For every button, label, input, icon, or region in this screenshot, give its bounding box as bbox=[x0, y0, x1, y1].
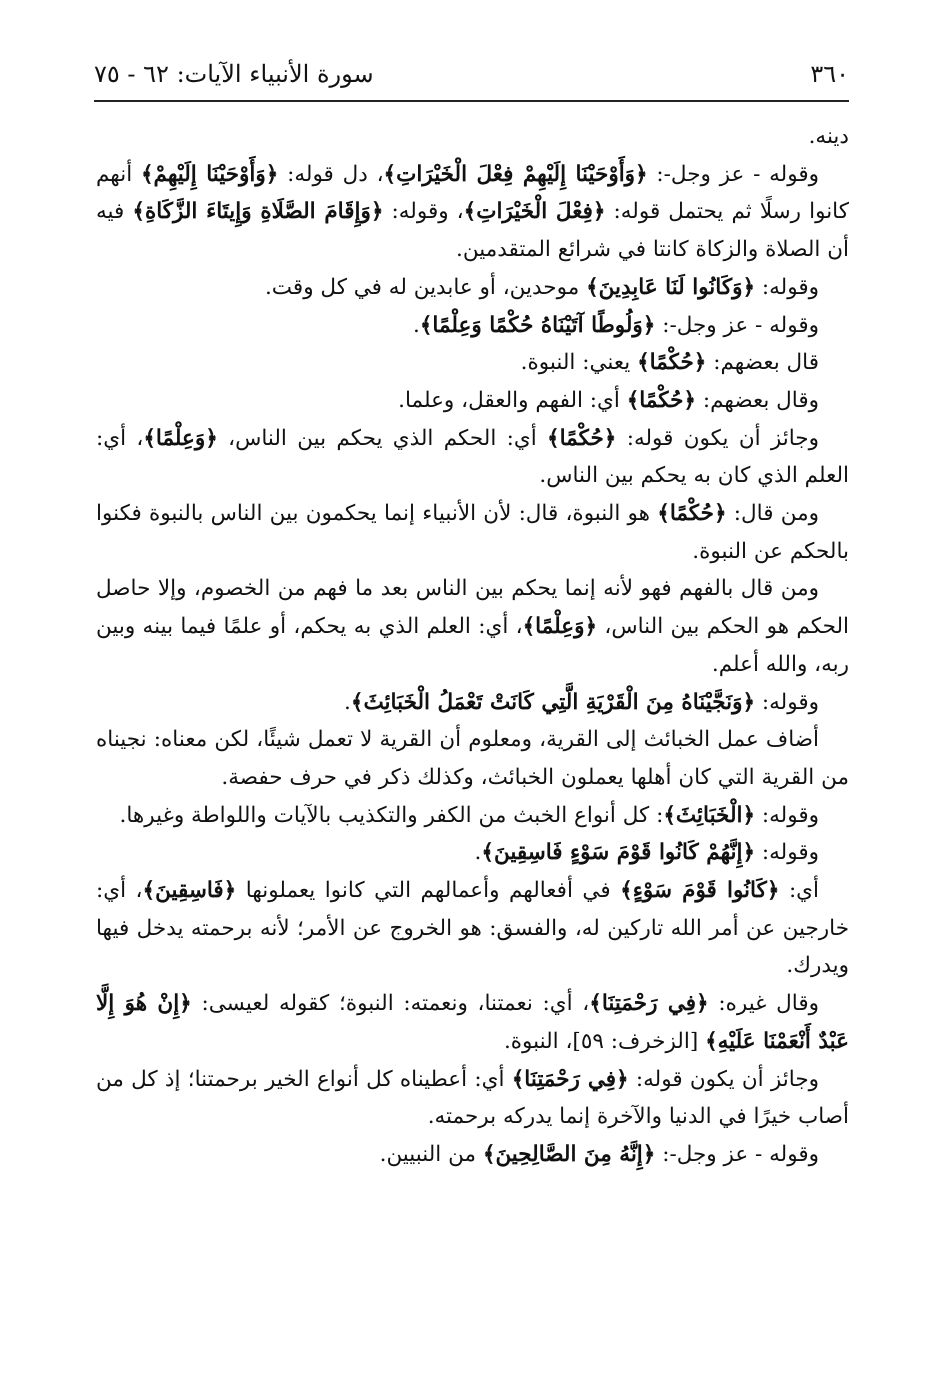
text-segment: وقوله: bbox=[755, 802, 819, 828]
text-segment: وقوله: bbox=[755, 274, 819, 300]
quran-quote: ﴿وَعِلْمًا﴾ bbox=[143, 425, 218, 451]
text-segment: : كل أنواع الخبث من الكفر والتكذيب بالآيات واللواطة وغيرها. bbox=[119, 802, 664, 828]
paragraph bbox=[96, 985, 849, 1060]
text-segment: وقوله: bbox=[755, 689, 819, 715]
text-segment: من النبيين. bbox=[379, 1141, 483, 1167]
text-segment: وقوله: bbox=[755, 840, 819, 866]
text-segment: ومن قال بالفهم فهو لأنه إنما يحكم بين الناس بعد ما فهم من الخصوم، وإلا حاصل الحكم هو الحكم بين الناس، bbox=[96, 576, 849, 640]
text-segment: هو النبوة، قال: لأن الأنبياء إنما يحكمون بين الناس بالنبوة فكنوا بالحكم عن النبوة. bbox=[96, 501, 849, 564]
text-segment: وقال بعضهم: bbox=[696, 387, 819, 413]
quran-quote: ﴿وَإِقَامَ الصَّلَاةِ وَإِيتَاءَ الزَّكَاةِ﴾ bbox=[132, 199, 384, 225]
paragraph bbox=[96, 872, 849, 985]
quran-quote: ﴿إِنْ هُوَ إِلَّا عَبْدٌ أَنْعَمْنَا عَلَيْهِ﴾ bbox=[96, 991, 849, 1054]
text-segment: ، أي: العلم الذي كان به يحكم بين الناس. bbox=[96, 425, 849, 489]
paragraph bbox=[96, 797, 849, 835]
paragraph bbox=[96, 1136, 849, 1174]
paragraph bbox=[96, 307, 849, 345]
quran-quote: ﴿وَأَوْحَيْنَا إِلَيْهِمْ فِعْلَ الْخَيْرَاتِ﴾ bbox=[383, 161, 648, 187]
quran-quote: ﴿فِي رَحْمَتِنَا﴾ bbox=[589, 991, 709, 1017]
quran-quote: ﴿وَكَانُوا لَنَا عَابِدِينَ﴾ bbox=[586, 274, 756, 300]
text-segment: ومن قال: bbox=[726, 501, 819, 527]
text-segment: وقوله - عز وجل-: bbox=[655, 1141, 819, 1167]
text-segment: دينه. bbox=[808, 124, 849, 149]
paragraph bbox=[96, 420, 849, 495]
quran-quote: ﴿الْخَبَائِثَ﴾ bbox=[663, 802, 756, 828]
text-segment: ، وقوله: bbox=[383, 199, 464, 225]
text-segment: أنهم كانوا رسلًا ثم يحتمل قوله: bbox=[96, 161, 849, 225]
paragraph bbox=[96, 344, 849, 382]
paragraph bbox=[96, 118, 849, 156]
quran-quote: ﴿إِنَّهُ مِنَ الصَّالِحِينَ﴾ bbox=[482, 1141, 656, 1167]
text-segment: أي: أعطيناه كل أنواع الخير برحمتنا؛ إذ كل من أصاب خيرًا في الدنيا والآخرة إنما يدركه برحمته. bbox=[96, 1066, 849, 1130]
text-segment: وقوله - عز وجل-: bbox=[647, 161, 819, 187]
text-segment: [الزخرف: ٥٩]، النبوة. bbox=[503, 1028, 706, 1054]
quran-quote: ﴿إِنَّهُمْ كَانُوا قَوْمَ سَوْءٍ فَاسِقِينَ﴾ bbox=[481, 840, 756, 866]
quran-quote: ﴿وَلُوطًا آتَيْنَاهُ حُكْمًا وَعِلْمًا﴾ bbox=[419, 312, 656, 338]
paragraph bbox=[96, 570, 849, 683]
quran-quote: ﴿حُكْمًا﴾ bbox=[657, 501, 727, 527]
running-title: سورة الأنبياء الآيات: ٦٢ - ٧٥ bbox=[94, 60, 374, 88]
text-segment: أي: الفهم والعقل، وعلما. bbox=[398, 387, 627, 413]
page-header bbox=[94, 60, 849, 96]
text-segment: وجائز أن يكون قوله: bbox=[628, 1066, 819, 1092]
quran-quote: ﴿فَاسِقِينَ﴾ bbox=[142, 878, 237, 904]
quran-quote: ﴿وَعِلْمًا﴾ bbox=[522, 614, 598, 640]
paragraph bbox=[96, 1061, 849, 1136]
quran-quote: ﴿حُكْمًا﴾ bbox=[626, 387, 697, 413]
text-segment: . bbox=[344, 689, 351, 715]
quran-quote: ﴿حُكْمًا﴾ bbox=[637, 350, 707, 376]
quran-quote: ﴿كَانُوا قَوْمَ سَوْءٍ﴾ bbox=[620, 878, 780, 904]
quran-quote: ﴿وَنَجَّيْنَاهُ مِنَ الْقَرْيَةِ الَّتِي كَانَتْ تَعْمَلُ الْخَبَائِثَ﴾ bbox=[350, 689, 756, 715]
paragraph bbox=[96, 834, 849, 872]
quran-quote: ﴿وَأَوْحَيْنَا إِلَيْهِمْ﴾ bbox=[140, 161, 279, 187]
page-number: ٣٦٠ bbox=[810, 60, 849, 88]
paragraph bbox=[96, 269, 849, 307]
header-rule bbox=[94, 100, 849, 102]
quran-quote: ﴿فِعْلَ الْخَيْرَاتِ﴾ bbox=[463, 199, 606, 225]
text-segment: ، دل قوله: bbox=[278, 161, 384, 187]
paragraph bbox=[96, 684, 849, 722]
text-segment: أضاف عمل الخبائث إلى القرية، ومعلوم أن القرية لا تعمل شيئًا، لكن معناه: نجيناه من القرية التي كان أهلها يعملون الخبائث، وكذلك ذكر في حرف حفصة. bbox=[96, 727, 849, 790]
text-segment: في أفعالهم وأعمالهم التي كانوا يعملونها bbox=[236, 878, 621, 904]
paragraph bbox=[96, 382, 849, 420]
paragraph bbox=[96, 721, 849, 796]
text-segment: وقال غيره: bbox=[708, 991, 819, 1017]
quran-quote: ﴿حُكْمًا﴾ bbox=[547, 425, 617, 451]
paragraph bbox=[96, 156, 849, 269]
text-segment: ، أي: خارجين عن أمر الله تاركين له، والفسق: هو الخروج عن الأمر؛ لأنه برحمته يدخل فيها ويدرك. bbox=[96, 878, 849, 979]
text-segment: وجائز أن يكون قوله: bbox=[616, 425, 819, 451]
text-segment: فيه أن الصلاة والزكاة كانتا في شرائع المتقدمين. bbox=[96, 199, 849, 263]
text-segment: . bbox=[474, 840, 482, 866]
text-segment: أي: bbox=[779, 878, 819, 904]
text-segment: أي: الحكم الذي يحكم بين الناس، bbox=[217, 425, 548, 451]
paragraph bbox=[96, 495, 849, 570]
text-segment: موحدين، أو عابدين له في كل وقت. bbox=[264, 274, 587, 300]
text-segment: يعني: النبوة. bbox=[520, 350, 638, 376]
text-segment: ، أي: العلم الذي به يحكم، أو علمًا فيما بينه وبين ربه، والله أعلم. bbox=[96, 614, 849, 677]
text-segment: . bbox=[412, 312, 420, 338]
text-segment: ، أي: نعمتنا، ونعمته: النبوة؛ كقوله لعيسى: bbox=[191, 991, 590, 1017]
body-text bbox=[96, 118, 849, 1174]
text-segment: قال بعضهم: bbox=[706, 350, 819, 376]
quran-quote: ﴿فِي رَحْمَتِنَا﴾ bbox=[511, 1066, 629, 1092]
text-segment: وقوله - عز وجل-: bbox=[655, 312, 819, 338]
